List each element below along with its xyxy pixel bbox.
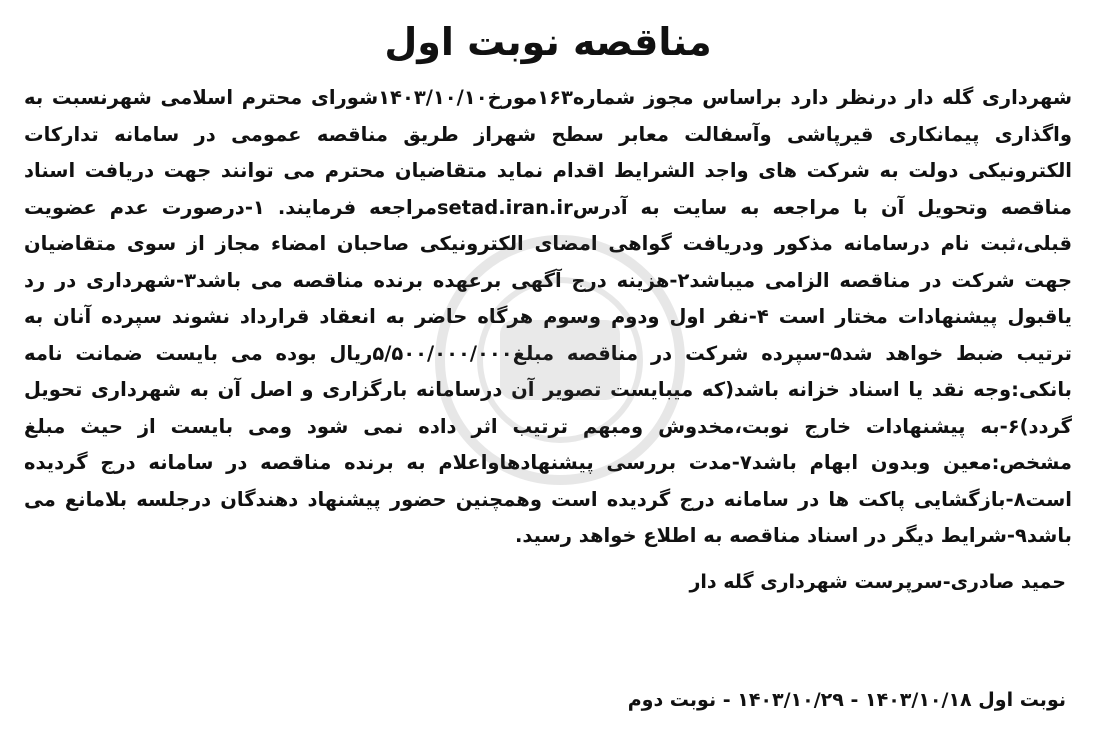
publication-dates: نوبت اول ۱۴۰۳/۱۰/۱۸ - ۱۴۰۳/۱۰/۲۹ - نوبت دوم [627,689,1066,711]
notice-body: شهرداری گله دار درنظر دارد براساس مجوز شماره۱۶۳مورخ۱۴۰۳/۱۰/۱۰شورای محترم اسلامی شهرنسبت به واگذاری پیمانکاری قیرپاشی وآسفالت معابر سطح شهراز طریق مناقصه عمومی در سامانه تدارکات الکترونیکی دولت به شرکت های واجد الشرایط اقدام نماید متقاضیان محترم می توانند جهت دریافت اسناد مناقصه وتحویل آن با مراجعه به سایت به آدرسsetad.iran.irمراجعه فرمایند. ۱-درصورت عدم عضویت قبلی،ثبت نام درسامانه مذکور ودریافت گواهی امضای الکترونیکی صاحبان امضاء مجاز از سوی متقاضیان جهت شرکت در مناقصه الزامی میباشد۲-هزینه درج آگهی برعهده برنده مناقصه می باشد۳-شهرداری در رد یاقبول پیشنهادات مختار است ۴-نفر اول ودوم وسوم هرگاه حاضر به انعقاد قرارداد نشوند سپرده آنان به ترتیب ضبط خواهد شد۵-سپرده شرکت در مناقصه مبلغ۵/۵۰۰/۰۰۰/۰۰۰ریال بوده می بایست ضمانت نامه بانکی:وجه نقد یا اسناد خزانه باشد(که میبایست تصویر آن درسامانه بارگزاری و اصل آن به شهرداری تحویل گردد)۶-به پیشنهادات خارج نوبت،مخدوش ومبهم ترتیب اثر داده نمی شود ومی بایست از حیث مبلغ مشخص:معین وبدون ابهام باشد۷-مدت بررسی پیشنهادهاواعلام به برنده مناقصه در سامانه درج گردیده است۸-بازگشایی پاکت ها در سامانه درج گردیده است وهمچنین حضور پیشنهاد دهندگان درجلسه بلامانع می باشد۹-شرایط دیگر در اسناد مناقصه به اطلاع خواهد رسید. [24,86,1073,547]
notice-title: مناقصه نوبت اول [384,20,712,64]
signature: حمید صادری-سرپرست شهرداری گله دار [689,570,1066,593]
